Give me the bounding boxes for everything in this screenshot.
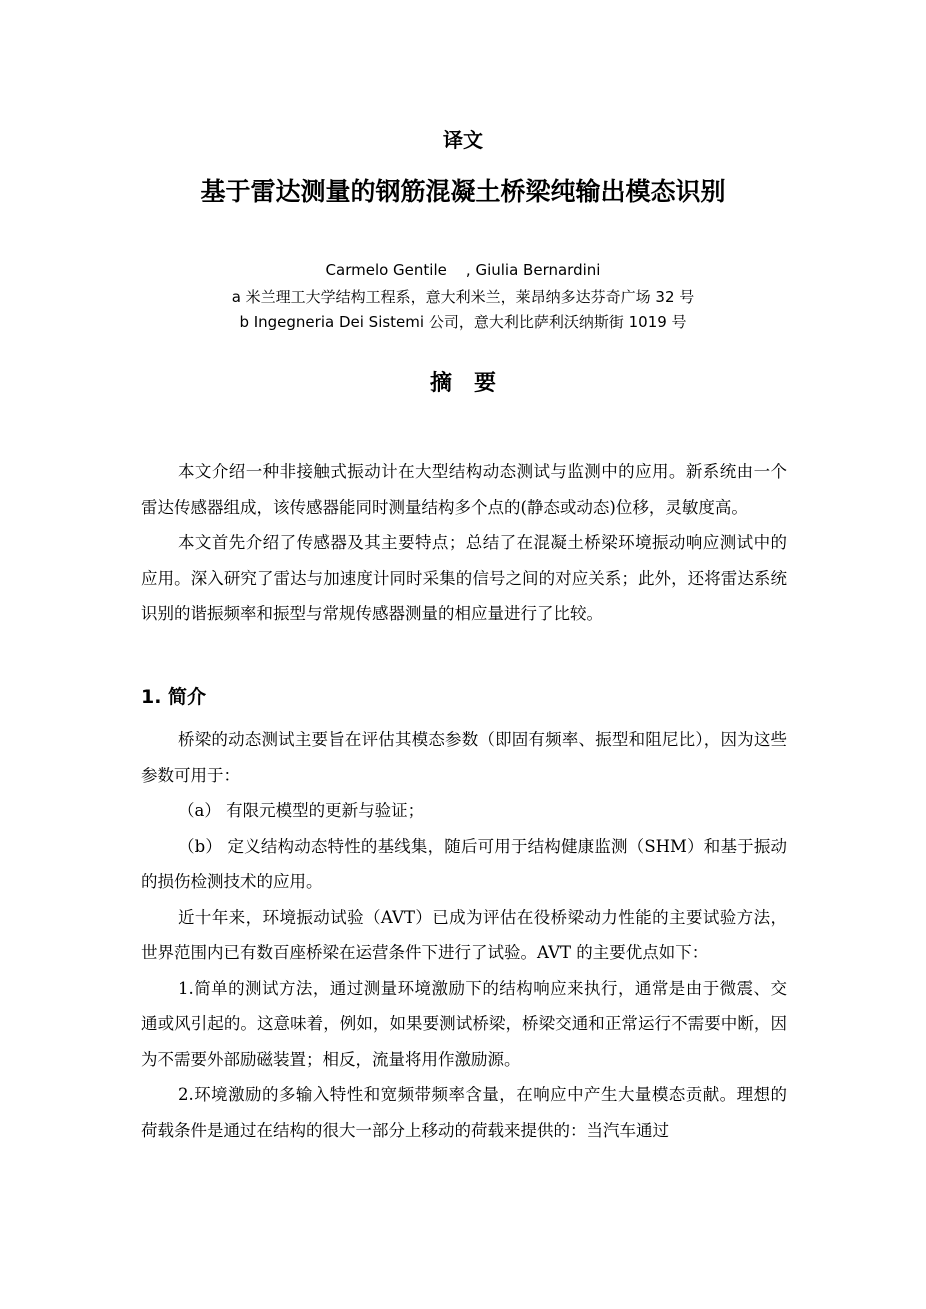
body-paragraph: 桥梁的动态测试主要旨在评估其模态参数（即固有频率、振型和阻尼比），因为这些参数可用于： bbox=[141, 730, 787, 785]
section-heading: 1. 简介 bbox=[141, 686, 207, 708]
abstract-heading: 摘 要 bbox=[429, 370, 496, 396]
affiliation-b: b Ingegneria Dei Sistemi 公司，意大利比萨利沃纳斯街 1019 号 bbox=[239, 313, 687, 331]
abstract-body bbox=[141, 454, 787, 632]
paper-title: 基于雷达测量的钢筋混凝土桥梁纯输出模态识别 bbox=[200, 177, 726, 206]
author-names: Carmelo Gentile , Giulia Bernardini bbox=[325, 261, 601, 279]
document-label: 译文 bbox=[443, 128, 483, 152]
numbered-item: 2.环境激励的多输入特性和宽频带频率含量，在响应中产生大量模态贡献。理想的荷载条件是通过在结构的很大一部分上移动的荷载来提供的：当汽车通过 bbox=[141, 1085, 787, 1140]
abstract-paragraph: 本文首先介绍了传感器及其主要特点；总结了在混凝土桥梁环境振动响应测试中的应用。深入研究了雷达与加速度计同时采集的信号之间的对应关系；此外，还将雷达系统识别的谐振频率和振型与常规传感器测量的相应量进行了比较。 bbox=[141, 533, 787, 623]
body-paragraph: 近十年来，环境振动试验（AVT）已成为评估在役桥梁动力性能的主要试验方法，世界范围内已有数百座桥梁在运营条件下进行了试验。AVT 的主要优点如下： bbox=[141, 907, 787, 962]
introduction-body bbox=[141, 722, 787, 1148]
affiliation-a: a 米兰理工大学结构工程系，意大利米兰，莱昂纳多达芬奇广场 32 号 bbox=[231, 288, 695, 306]
abstract-paragraph: 本文介绍一种非接触式振动计在大型结构动态测试与监测中的应用。新系统由一个雷达传感器组成，该传感器能同时测量结构多个点的(静态或动态)位移，灵敏度高。 bbox=[141, 462, 787, 517]
list-item: （b） 定义结构动态特性的基线集，随后可用于结构健康监测（SHM）和基于振动的损伤检测技术的应用。 bbox=[141, 836, 787, 891]
list-item: （a） 有限元模型的更新与验证； bbox=[178, 801, 425, 820]
numbered-item: 1.简单的测试方法，通过测量环境激励下的结构响应来执行，通常是由于微震、交通或风引起的。这意味着，例如，如果要测试桥梁，桥梁交通和正常运行不需要中断，因为不需要外部励磁装置；相反，流量将用作激励源。 bbox=[141, 978, 787, 1069]
